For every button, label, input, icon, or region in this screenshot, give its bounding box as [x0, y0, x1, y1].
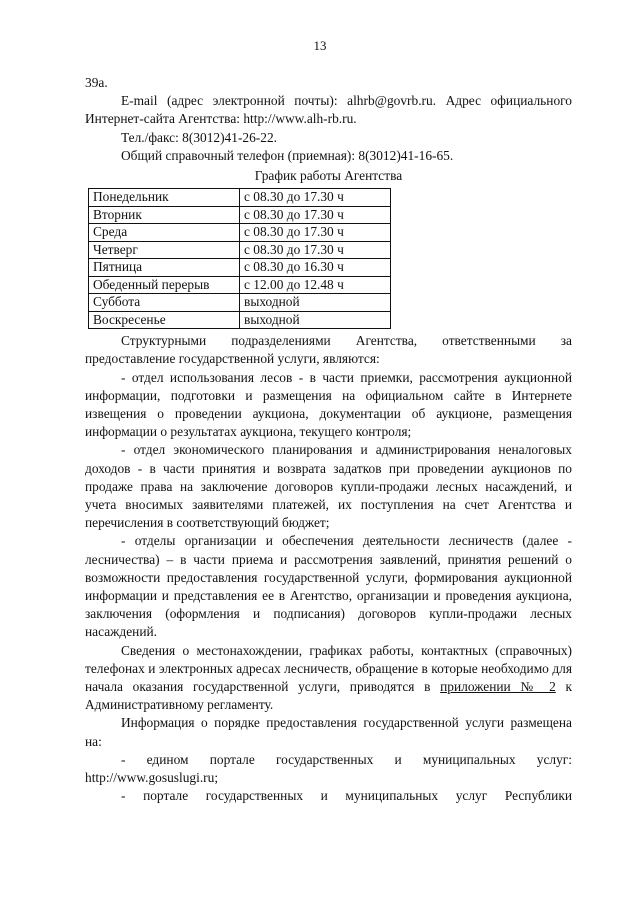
info-placement-intro: Информация о порядке предоставления государственной услуги размещена на:	[85, 715, 572, 749]
structural-units-intro: Структурными подразделениями Агентства, ответственными за предоставление государственной услуги, являются:	[85, 333, 572, 367]
federal-portal-item: - едином портале государственных и муниципальных услуг: http://www.gosuslugi.ru;	[85, 751, 572, 786]
table-row	[89, 241, 391, 259]
schedule-day: Четверг	[89, 241, 240, 259]
table-row	[89, 294, 391, 312]
schedule-day: Понедельник	[89, 189, 240, 207]
economic-planning-department: - отдел экономического планирования и администрирования неналоговых доходов - в части принятия и возврата задатков при проведении аукционов по продаже права на заключение договоров купли-продажи лесных насаждений, и учета вносимых заявителями платежей, их поступления на счет Агентства и перечисления в соответствующий бюджет;	[85, 442, 572, 531]
schedule-time: с 08.30 до 17.30 ч	[240, 224, 391, 242]
document-body	[85, 74, 572, 806]
address-continuation: 39а.	[85, 75, 108, 90]
schedule-time: с 08.30 до 17.30 ч	[240, 189, 391, 207]
page-number: 13	[313, 38, 327, 53]
schedule-day: Пятница	[89, 259, 240, 277]
schedule-day: Обеденный перерыв	[89, 276, 240, 294]
schedule-time: выходной	[240, 311, 391, 329]
schedule-time: выходной	[240, 294, 391, 312]
forest-use-department: - отдел использования лесов - в части приемки, рассмотрения аукционной информации, подготовки и размещения на официальном сайте в Интернете извещения о проведении аукциона, документации об аукционе, размещения информации о результатах аукциона, текущего контроля;	[85, 369, 572, 440]
schedule-table	[88, 188, 391, 329]
schedule-day: Воскресенье	[89, 311, 240, 329]
table-row	[89, 206, 391, 224]
schedule-time: с 08.30 до 17.30 ч	[240, 241, 391, 259]
schedule-time: с 12.00 до 12.48 ч	[240, 276, 391, 294]
forestry-contacts-text-end: к Административному регламенту.	[85, 679, 573, 713]
forestry-contacts-text: Сведения о местонахождении, графиках работы, контактных (справочных) телефонах и электронных адресах лесничеств, обращение в которые необходимо для начала оказания государственной услуги, приводятся в	[85, 642, 572, 695]
schedule-day: Вторник	[89, 206, 240, 224]
republic-portal-item: - портале государственных и муниципальных услуг Республики	[121, 788, 572, 804]
table-row	[89, 259, 391, 277]
table-row	[89, 224, 391, 242]
table-row	[89, 189, 391, 207]
table-row	[89, 311, 391, 329]
schedule-time: с 08.30 до 17.30 ч	[240, 206, 391, 224]
email-and-website: E-mail (адрес электронной почты): alhrb@govrb.ru. Адрес официального Интернет-сайта Агентства: http://www.alh-rb.ru.	[85, 93, 572, 127]
schedule-day: Суббота	[89, 294, 240, 312]
schedule-day: Среда	[89, 224, 240, 242]
forestry-departments: - отделы организации и обеспечения деятельности лесничеств (далее - лесничества) – в части приема и рассмотрения заявлений, принятия решений о возможности предоставления государственной услуги, формирования аукционной информации и представления ее в Агентство, организации и проведения аукциона, заключения (оформления и подписания) договоров купли-продажи лесных насаждений.	[85, 533, 572, 640]
appendix-2-link[interactable]: приложении № 2	[440, 679, 556, 695]
schedule-title: График работы Агентства	[254, 168, 403, 184]
reception-phone: Общий справочный телефон (приемная): 8(3012)41-16-65.	[121, 147, 454, 163]
phone-fax: Тел./факс: 8(3012)41-26-22.	[121, 129, 277, 145]
schedule-time: с 08.30 до 16.30 ч	[240, 259, 391, 277]
table-row	[89, 276, 391, 294]
forestry-contacts-paragraph	[85, 642, 572, 715]
